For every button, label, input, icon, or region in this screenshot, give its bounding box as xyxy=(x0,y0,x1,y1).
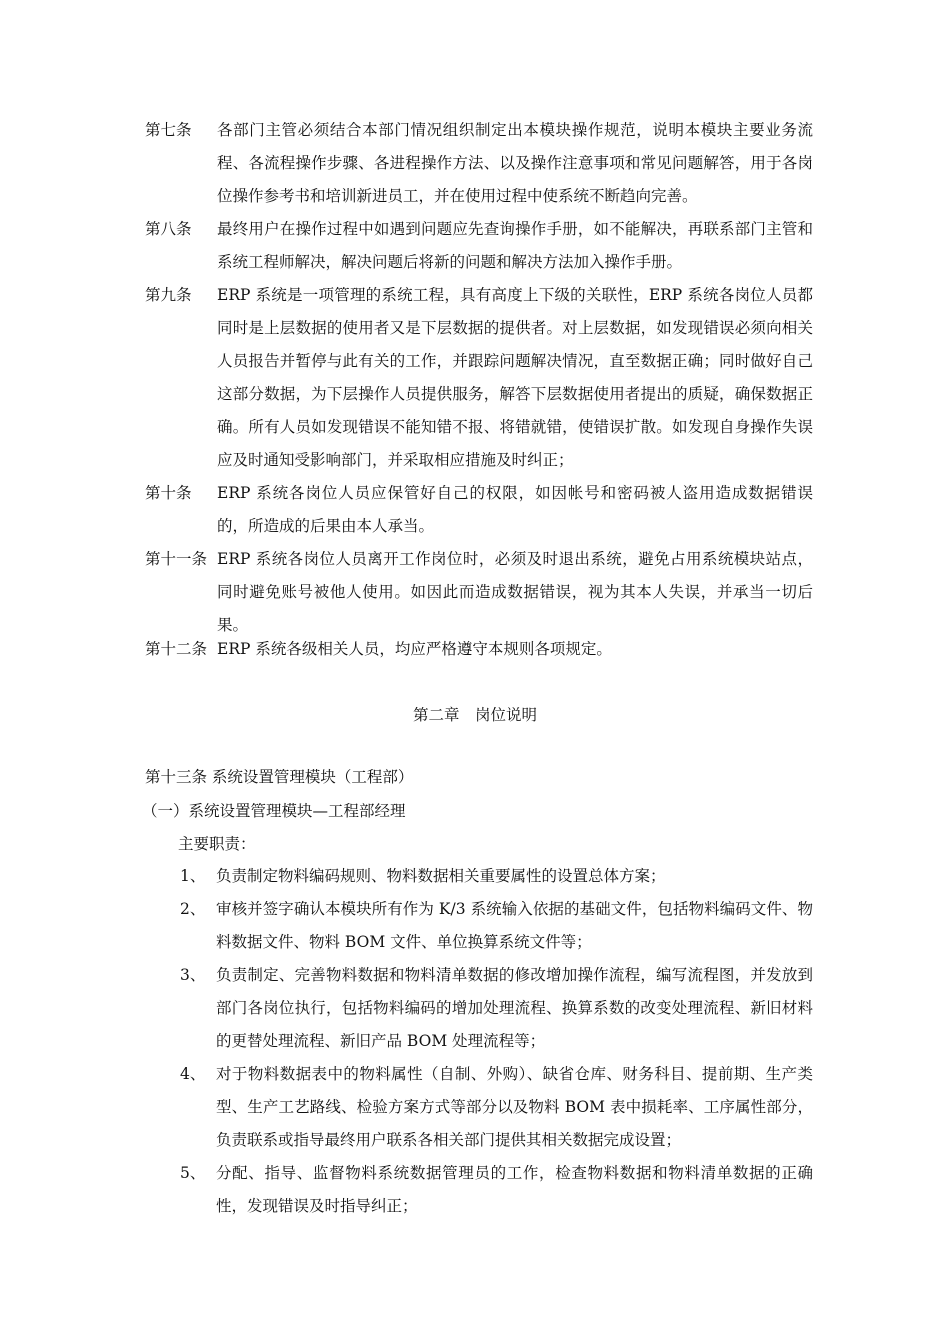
article-text: 最终用户在操作过程中如遇到问题应先查询操作手册，如不能解决，再联系部门主管和系统工程师解决，解决问题后将新的问题和解决方法加入操作手册。 xyxy=(217,220,813,271)
duty-text: 对于物料数据表中的物料属性（自制、外购）、缺省仓库、财务科目、提前期、生产类型、生产工艺路线、检验方案方式等部分以及物料 BOM 表中损耗率、工序属性部分，负责联系或指导最终用户联系各相关部门提供其相关数据完成设置； xyxy=(216,1065,813,1149)
chapter-title: 第二章 岗位说明 xyxy=(412,706,537,724)
article-number: 第七条 xyxy=(145,121,192,139)
duty-item-3 xyxy=(180,959,813,1058)
duty-text: 负责制定物料编码规则、物料数据相关重要属性的设置总体方案； xyxy=(216,867,666,885)
article-number: 第九条 xyxy=(145,286,192,304)
article-9 xyxy=(145,279,813,477)
article-text: ERP 系统是一项管理的系统工程，具有高度上下级的关联性，ERP 系统各岗位人员都同时是上层数据的使用者又是下层数据的提供者。对上层数据，如发现错误必须向相关人员报告并暂停与此有关的工作，并跟踪问题解决情况，直至数据正确；同时做好自己这部分数据，为下层操作人员提供服务，解答下层数据使用者提出的质疑，确保数据正确。所有人员如发现错误不能知错不报、将错就错，使错误扩散。如发现自身操作失误应及时通知受影响部门，并采取相应措施及时纠正； xyxy=(217,286,813,469)
article-number: 第十一条 xyxy=(145,550,208,568)
article-number: 第八条 xyxy=(145,220,192,238)
duty-index: 3、 xyxy=(180,966,206,984)
article-text: ERP 系统各岗位人员应保管好自己的权限，如因帐号和密码被人盗用造成数据错误的，所造成的后果由本人承当。 xyxy=(217,484,813,535)
duty-text: 分配、指导、监督物料系统数据管理员的工作，检查物料数据和物料清单数据的正确性，发现错误及时指导纠正； xyxy=(216,1164,813,1215)
duty-text: 审核并签字确认本模块所有作为 K/3 系统输入依据的基础文件，包括物料编码文件、物料数据文件、物料 BOM 文件、单位换算系统文件等； xyxy=(216,900,813,951)
article-11 xyxy=(145,543,813,642)
duty-index: 4、 xyxy=(180,1065,206,1083)
section-heading: 第十三条 系统设置管理模块（工程部） xyxy=(145,768,414,786)
article-10 xyxy=(145,477,813,543)
duties-label: 主要职责： xyxy=(178,835,256,853)
article-8 xyxy=(145,213,813,279)
duty-item-2 xyxy=(180,893,813,959)
duty-item-4 xyxy=(180,1058,813,1157)
duty-index: 2、 xyxy=(180,900,206,918)
duty-text: 负责制定、完善物料数据和物料清单数据的修改增加操作流程，编写流程图，并发放到部门各岗位执行，包括物料编码的增加处理流程、换算系数的改变处理流程、新旧材料的更替处理流程、新旧产品 BOM 处理流程等； xyxy=(216,966,813,1050)
duty-item-1 xyxy=(180,860,813,893)
article-text: 各部门主管必须结合本部门情况组织制定出本模块操作规范，说明本模块主要业务流程、各流程操作步骤、各进程操作方法、以及操作注意事项和常见问题解答，用于各岗位操作参考书和培训新进员工，并在使用过程中使系统不断趋向完善。 xyxy=(217,121,813,205)
duty-index: 5、 xyxy=(180,1164,206,1182)
subsection-heading: （一）系统设置管理模块—工程部经理 xyxy=(142,802,406,820)
article-7 xyxy=(145,114,813,213)
duty-item-5 xyxy=(180,1157,813,1223)
article-12 xyxy=(145,633,813,666)
article-text: ERP 系统各岗位人员离开工作岗位时，必须及时退出系统，避免占用系统模块站点，同时避免账号被他人使用。如因此而造成数据错误，视为其本人失误，并承当一切后果。 xyxy=(217,550,813,634)
article-number: 第十条 xyxy=(145,484,192,502)
article-number: 第十二条 xyxy=(145,640,208,658)
duty-index: 1、 xyxy=(180,867,206,885)
article-text: ERP 系统各级相关人员，均应严格遵守本规则各项规定。 xyxy=(217,640,612,658)
